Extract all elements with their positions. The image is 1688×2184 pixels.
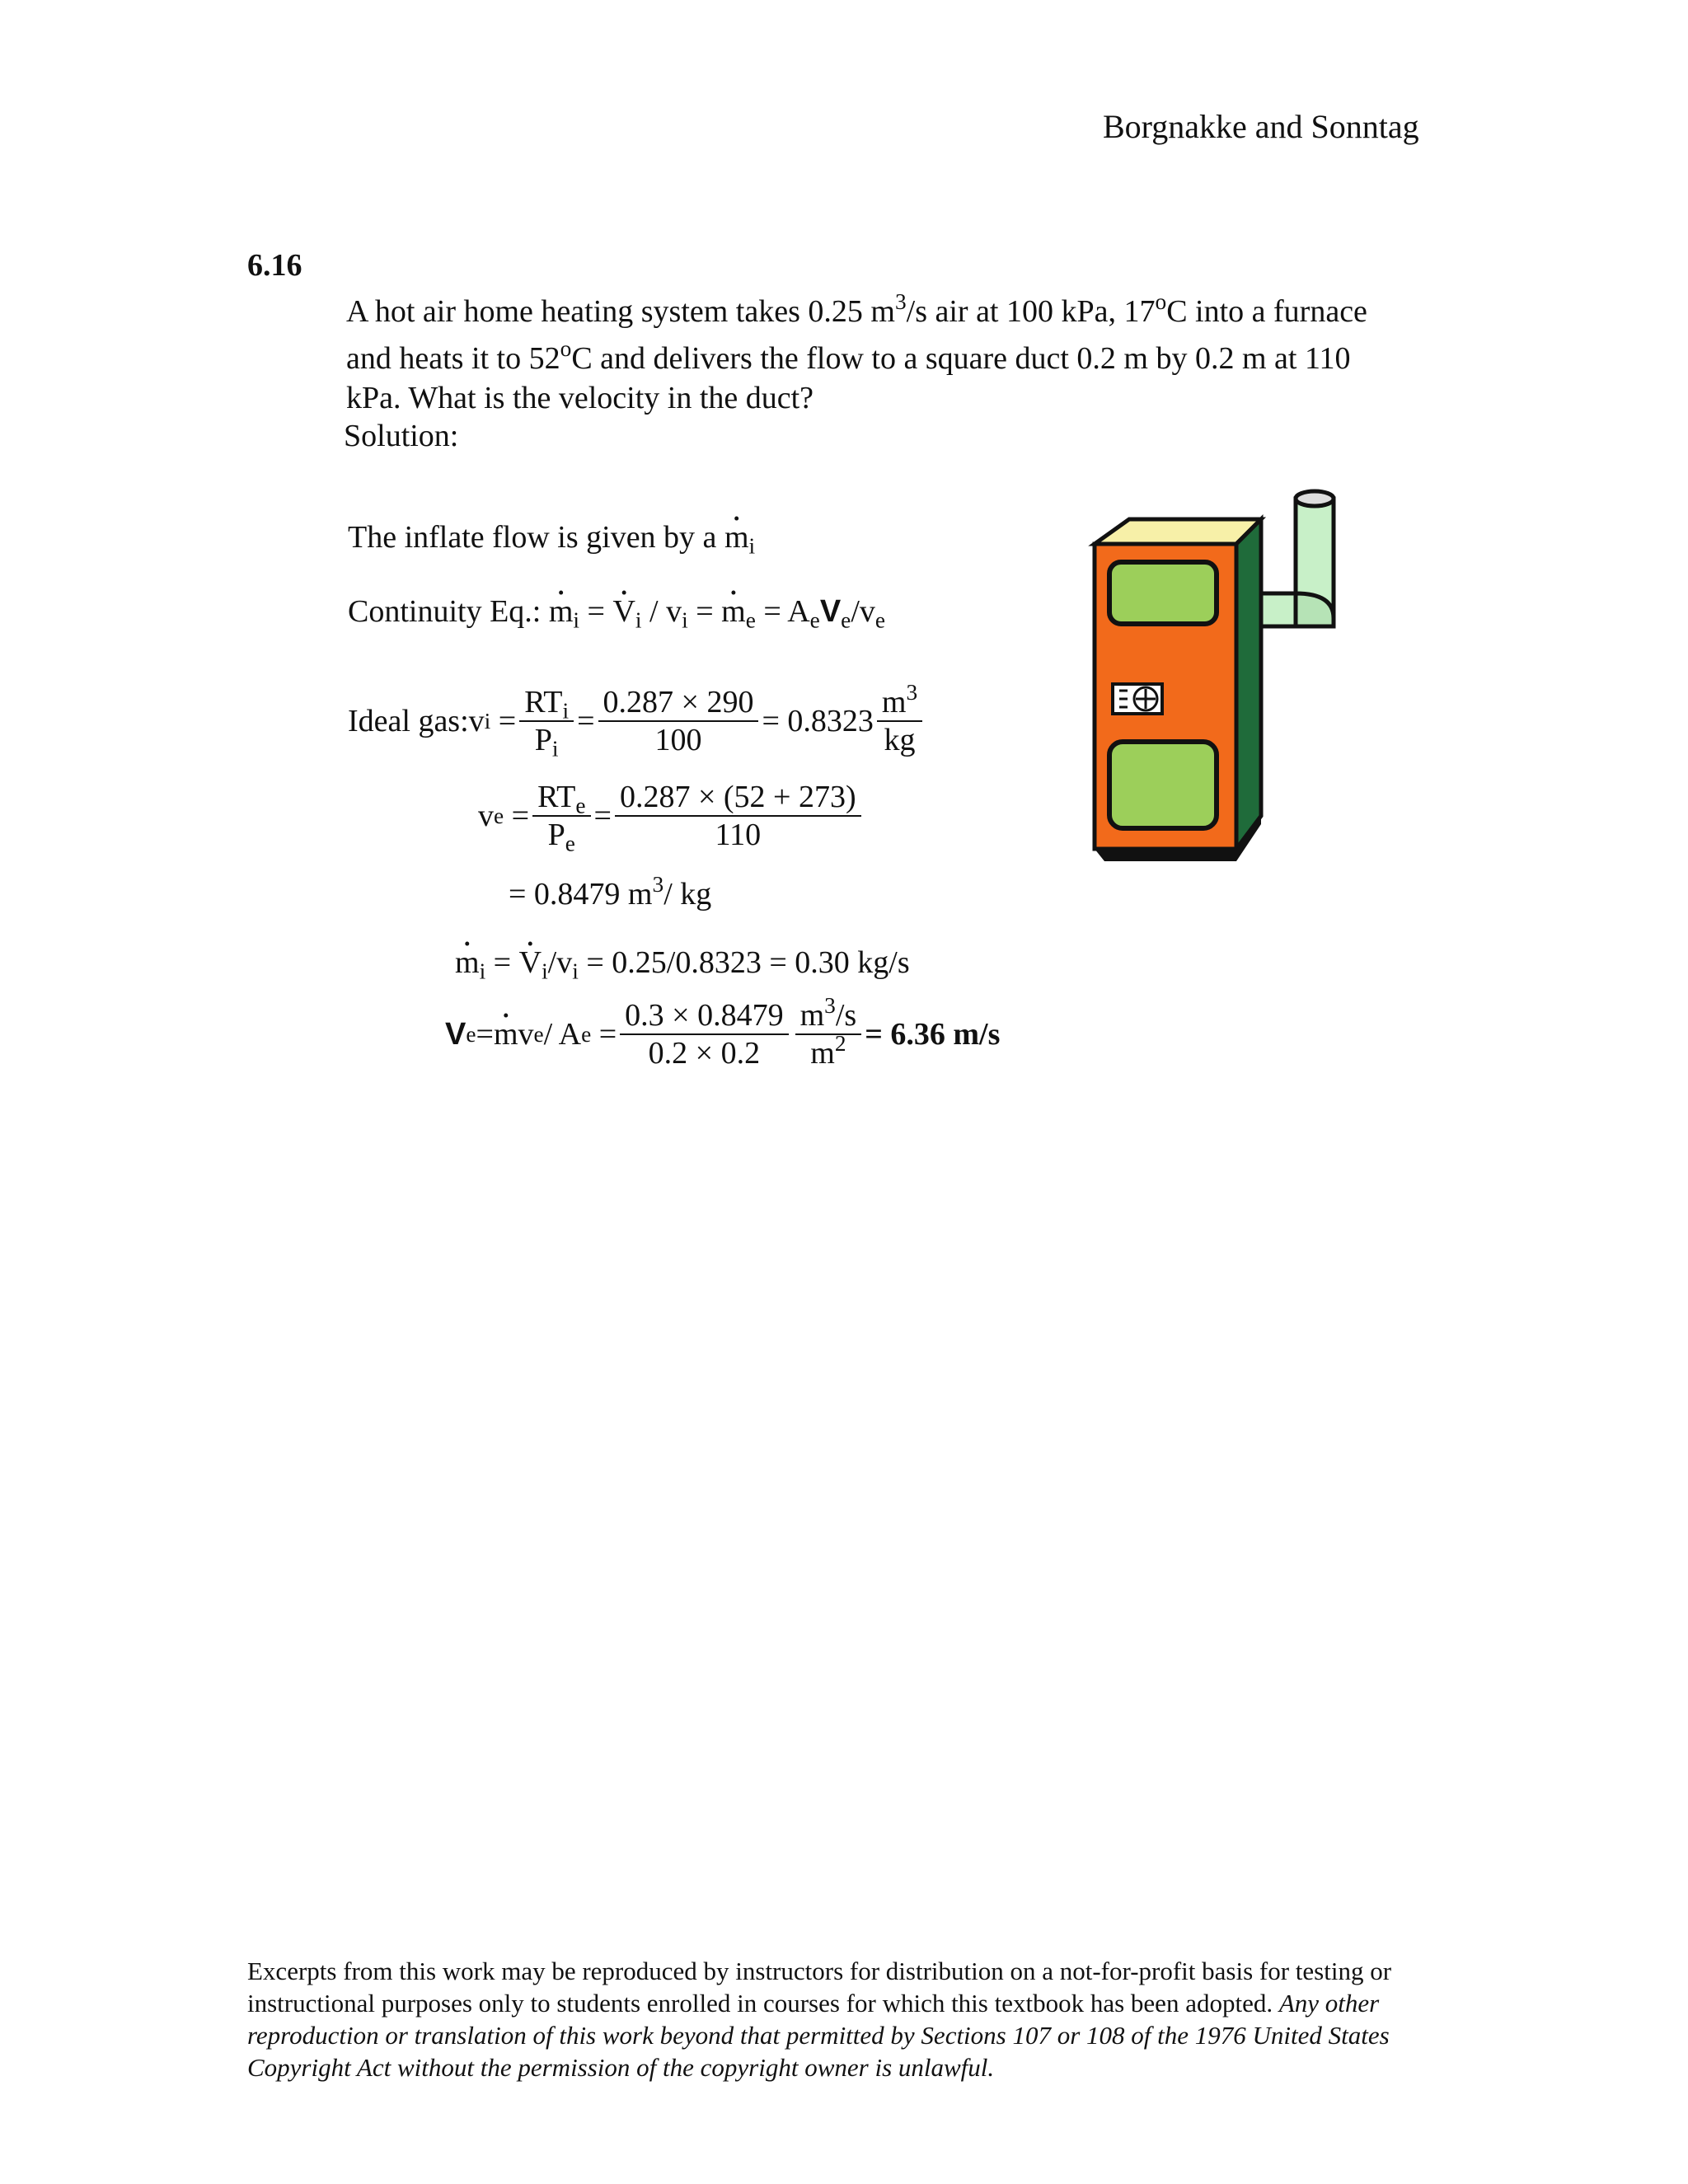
velocity-result: = 6.36 m/s — [865, 1017, 1001, 1052]
furnace-body — [1095, 519, 1261, 861]
ve-result: = 0.8479 $m^3/$ kg — [509, 871, 712, 912]
velocity-numeric-fraction: $\frac{0.3 \times 0.8479}{0.2 \times 0.2}$ — [620, 997, 788, 1071]
ideal-gas-vi-equation: Ideal gas: v i = $\frac{RT_i}{P_i}$ = $\frac{0.287 \times 290}{100}$ = 0.8323 $\frac{m^3}{kg}$ — [348, 684, 926, 758]
problem-number: 6.16 — [247, 248, 302, 283]
furnace-icon — [1080, 486, 1352, 874]
solution-label: Solution: — [344, 419, 459, 453]
mass-flow-line: • $m_i$ = • $V_i/v_i = 0.25/0.8323 = 0.30$ kg/s — [455, 944, 910, 981]
velocity-equation: V e = • m v e / A e = $\frac{0.3 \times 0.8479}{0.2 \times 0.2}$ $\frac{m^3/s}{m^2}$ = 6.36 m/s — [445, 997, 1000, 1071]
problem-statement-line-1: A hot air home heating system takes 0.25 $m^3/s$ air at 100 kPa, 17$^o$C into a furnace — [346, 288, 1367, 329]
vi-unit-fraction: $\frac{m^3}{kg}$ — [877, 684, 922, 758]
problem-statement-line-3: kPa. What is the velocity in the duct? — [346, 381, 814, 415]
velocity-unit-fraction: $\frac{m^3/s}{m^2}$ — [795, 997, 862, 1071]
inflate-flow-line: The inflate flow is given by a • $m_i$ — [348, 519, 755, 555]
copyright-footer: Excerpts from this work may be reproduced by instructors for distribution on a not-for-profit basis for testing or instructional purposes only to students enrolled in courses for which this textbook has been adopted. Any other reproduction or translation of this work beyond that permitted by Sections 107 or 108 of the 1976 United States Copyright Act without the permission of the copyright owner is unlawful. — [247, 1957, 1392, 2082]
page-header-authors: Borgnakke and Sonntag — [1103, 108, 1419, 145]
rt-over-p-fraction: $\frac{RT_i}{P_i}$ — [519, 684, 574, 758]
rte-over-pe-fraction: $\frac{RT_e}{P_e}$ — [532, 779, 590, 853]
continuity-equation: Continuity Eq.: • $m_i$ = • $V_i / v_i$ = • $m_e = A_eV_e/v_e$ — [348, 593, 885, 630]
vi-numeric-fraction: $\frac{0.287 \times 290}{100}$ — [598, 684, 759, 758]
ve-equation: v e = $\frac{RT_e}{P_e}$ = $\frac{0.287 \times (52 + 273)}{110}$ — [478, 779, 865, 853]
ve-numeric-fraction: $\frac{0.287 \times (52 + 273)}{110}$ — [615, 779, 861, 853]
problem-statement-line-2: and heats it to 52$^o$C and delivers the flow to a square duct 0.2 m by 0.2 m at 110 — [346, 335, 1351, 376]
